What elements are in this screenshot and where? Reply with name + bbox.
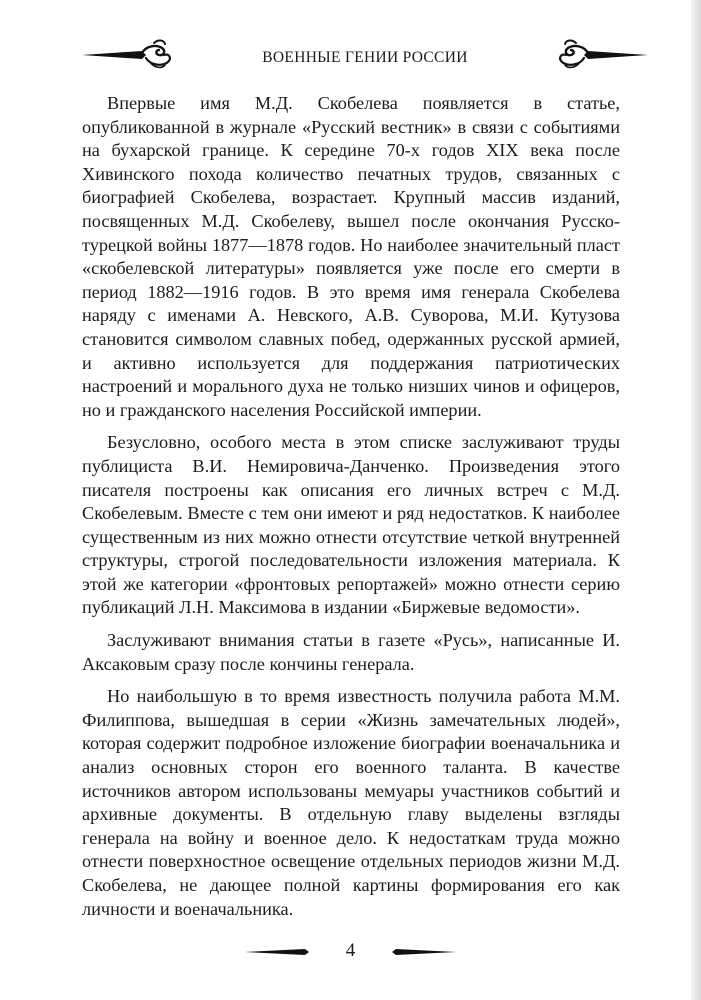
body-text bbox=[82, 92, 620, 921]
paragraph: Но наибольшую в то время известность получила работа М.М. Филиппова, вышедшая в серии «Жизнь замечательных людей», которая содержит подробное изложение биографии военачальника и анализ основных сторон его военного таланта. В качестве источников автором использованы мемуары участников событий и архивные документы. В отдельную главу выделены взгляды генерала на войну и военное дело. К недостаткам труда можно отнести поверхностное освещение отдельных периодов жизни М.Д. Скобелева, не дающее полной картины формирования его как личности и военачальника. bbox=[82, 686, 620, 919]
page-footer bbox=[0, 940, 701, 970]
page-edge-shadow bbox=[691, 0, 701, 1000]
paragraph: Впервые имя М.Д. Скобелева появляется в статье, опубликованной в журнале «Русский вестник» в связи с событиями на бухарской границе. К середине 70-х годов XIX века после Хивинского похода количество печатных трудов, связанных с биографией Скобелева, возрастает. Крупный массив изданий, посвященных М.Д. Скобелеву, вышел после окончания Русско-турецкой войны 1877—1878 годов. Но наиболее значительный пласт «скобелевской литературы» появляется уже после его смерти в период 1882—1916 годов. В это время имя генерала Скобелева наряду с именами А. Невского, А.В. Суворова, М.И. Кутузова становится символом славных побед, одержанных русской армией, и активно используется для поддержания патриотических настроений и морального духа не только низших чинов и офицеров, но и гражданского населения Российской империи. bbox=[82, 93, 620, 420]
paragraph: Безусловно, особого места в этом списке заслуживают труды публициста В.И. Немировича-Данченко. Произведения этого писателя построены как описания его личных встреч с М.Д. Скобелевым. Вместе с тем они имеют и ряд недостатков. К наиболее существенным из них можно отнести отсутствие четкой внутренней структуры, строгой последовательности изложения материала. К этой же категории «фронтовых репортажей» можно отнести серию публикаций Л.Н. Максимова в издании «Биржевые ведомости». bbox=[82, 432, 620, 618]
right-scroll-ornament-icon bbox=[550, 38, 650, 74]
right-footer-ornament-icon bbox=[392, 947, 456, 957]
running-title: ВОЕННЫЕ ГЕНИИ РОССИИ bbox=[262, 49, 468, 66]
page-number: 4 bbox=[345, 940, 356, 961]
paragraph: Заслуживают внимания статьи в газете «Русь», написанные И. Аксаковым сразу после кончины генерала. bbox=[82, 630, 620, 674]
running-header bbox=[80, 38, 650, 74]
